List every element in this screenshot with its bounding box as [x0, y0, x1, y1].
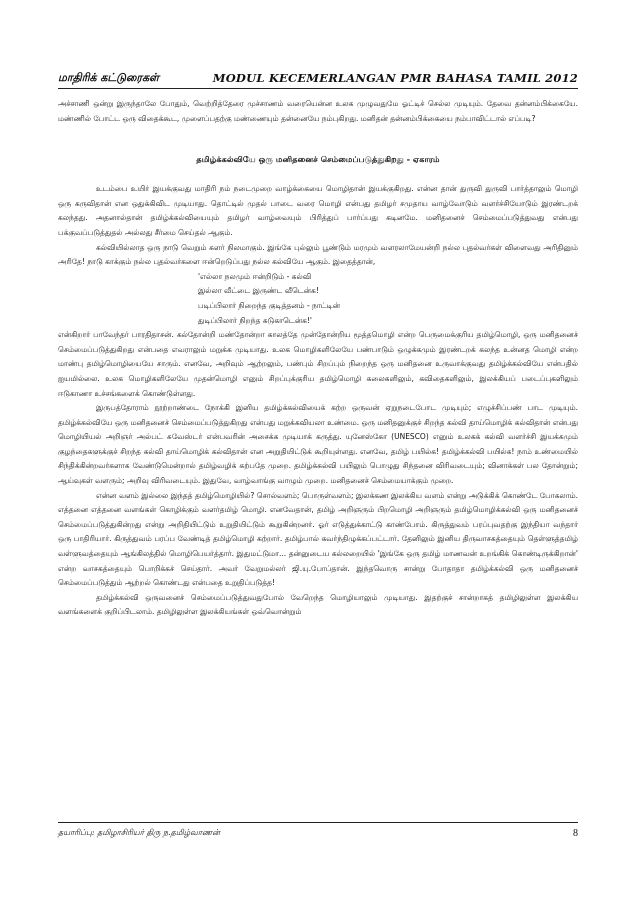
page-body [58, 97, 578, 620]
header-divider [58, 88, 578, 89]
footer-divider [58, 822, 578, 823]
page-number: 8 [573, 827, 578, 839]
body-paragraph: என்கிறார் பாவேந்தர் பாரதிதாசன். கல்தோன்றி மண்தோன்றா காலத்தே முன்தோன்றிய மூத்தமொழி என்ற பெருமைக்குரிய தமிழ்மொழி, ஒரு மனிதனைச் செம்மைப்படுத்துகிறது என்பதை எவராலும் மறுக்க முடியாது. உலக மொழிகளிலேயே பண்பாடும் ஒழுக்கமும் இரண்டறக் கலந்த உன்னத மொழி என்ற மாண்பு தமிழ்மொழியையே சாரும். எனவே, அறிவும் ஆற்றலும், பண்பும் சிறப்பும் நிறைந்த ஒரு மனிதனை உருவாக்குவது தமிழ்க்கல்வியே என்பதில் ஐயமில்லை. உலக மொழிகளிலேயே முதன்மொழி எனும் சிறப்புக்குரிய தமிழ்மொழி கலைகளிலும், கவிதைகளிலும், இலக்கியப் படைப்புகளிலும் ஈடுகாணா உச்சங்களைக் கொண்டுள்ளது. [58, 330, 578, 398]
poem-line: 'எல்லா நலமும் ஈன்றிடும் - கல்வி [198, 271, 312, 281]
page-footer [58, 825, 578, 841]
body-paragraph: என்ன வளம் இல்லை இந்தத் தமிழ்மொழியில்? சொல்வளம்; பொருள்வளம்; இலக்கண இலக்கிய வளம் என்று அடுக்கிக் கொண்டே போகலாம். எத்தனை எத்தனை வளங்கள் கொழிக்கும் வளர்தமிழ் மொழி. எனவேதான், தமிழ் அறிஞரும் பிறமொழி அறிஞரும் தமிழ்மொழிக்கல்வி ஒரு மனிதனைச் செம்மைப்படுத்துகின்றது என்று அறிதியிட்டும் உறுதியிட்டும் கூறுகின்றனர். ஓர் எடுத்துக்காட்டு காண்போம். கிருத்துவம் பரப்புவதற்கு இந்தியா வந்தார் ஒரு பாதிரியார். கிருத்துவம் பரப்ப வேண்டித் தமிழ்மொழி கற்றார். தமிழ்பால் கவர்ந்திழுக்கப்பட்டார். தேனிலும் இனிய திருவாசகத்தையும் தெள்ளுத்தமிழ் வள்ளுவத்தையும் ஆங்கிலத்தில் மொழிபெயர்த்தார். இதுமட்டுமா... தன்னுடைய கல்லறையில் 'இங்கே ஒரு தமிழ் மாணவன் உறங்கிக் கொண்டிருக்கிறான்' என்ற வாசகத்தையும் பொறிக்கச் செய்தார். அவர் வேறுமல்லர் ஜி.யு.போப்தான். இந்தவொரு சான்று போதாதா தமிழ்க்கல்வி ஒரு மனிதனைச் செம்மைப்படுத்தும் ஆற்றல் கொண்டது என்பதை உறுதிப்படுத்த! [58, 490, 578, 588]
body-paragraph: உடம்பை உயிர் இயக்குவது மாதிரி நம் நடைமுறை வாழ்க்கையை மொழிதான் இயக்குகிறது. என்ன தான் துருவி துருவி பார்த்தாலும் மொழி ஒரு கருவிதான் என ஒதுக்கிவிட முடியாது. தொட்டில் முதல் பாடை வரை மொழி என்பது தமிழர் சமுதாய வாழ்வோடும் வளர்ச்சியோடும் இரண்டறக் கலந்தது. அதனால்தான் தமிழ்க்கல்வியையும் தமிழர் வாழ்வையும் பிரித்துப் பார்ப்பது கடினமே. மனிதனைச் செம்மைப்படுத்துவது என்பது பக்குவப்படுத்துதல் அல்லது சீர்மை செய்தல் ஆகும். [58, 184, 578, 237]
body-paragraph: கல்வியில்லாத ஒரு நாடு வெறும் களர் நிலமாகும். இங்கே புல்லும் பூண்டும் மரமும் வளரலாமேயன்றி நல்ல புதல்வர்கள் விளைவது அரிதினும் அரிதே! நாடு காக்கும் நல்ல புதல்வர்களை ஈன்றெடுப்பது நல்ல கல்வியே ஆகும். இதைத்தான், [58, 242, 578, 267]
essay-title: தமிழ்க்கல்வியே ஒரு மனிதனைச் செம்மைப்படுத்துகிறது - ஏகாரம் [196, 154, 440, 165]
poem-line: இல்லா வீட்டை இருண்ட வீடென்க! [198, 286, 319, 296]
intro-paragraph: அச்சாணி ஒன்று இருந்தாலே போதும், வெற்றித்தேரை முச்சாணம் வரையென்ன உலக முழுவதுமே ஓட்டிச் செல்ல முடியும். தேவை தன்னம்பிக்கையே. மண்ணில் போட்ட ஒரு விதைக்கூட, முளைப்பதற்கு மண்ணையும் தன்னையே நம்புகிறது. மனிதன் தன்னம்பிக்கையை நம்பாவிட்டால் எப்படி? [58, 99, 578, 123]
body-paragraph: இருபத்தோராம் நூற்றாண்டை நோக்கி இனிய தமிழ்க்கல்வியைக் கற்ற ஒருவன் ஏறுநடைபோட முடியும்; எழுச்சிப்பண் பாட முடியும். தமிழ்க்கல்வியே ஒரு மனிதனைச் செம்மைப்படுத்துகிறது என்பது மறுக்கவியலா உண்மை. ஒரு மனிதனுக்குச் சிறந்த கல்வி தாய்மொழிக் கல்விதான் என்பது மொழியியல் அறிஞர் அல்பட் சுவேஸ்டர் என்பவரின் அசைக்க முடியாக் கருத்து. யுனேஸ்கோ (UNESCO) எனும் உலகக் கல்வி வளர்ச்சி இயக்கமும் குழந்தைகளுக்குச் சிறந்த கல்வி தாய்மொழிக் கல்விதான் என அறுதியிட்டுக் கூறியுள்ளது. எனவே, தமிழ் பயில்க! தமிழ்க்கல்வி பயில்க! நாம் உண்மையில் சிந்திக்கின்றவர்களாக வேண்டுமென்றால் தமிழ்வழிக் கற்பதே முறை. தமிழ்க்கல்வி பயிலும் பொழுது சிந்தனை விரிவடையும்; வினாக்கள் பல தோன்றும்; ஆய்வுகள் வளரும்; அறிவு விரிவடையும். இதுவே, வாழ்வாங்கு வாழும் முறை. மனிதனைச் செம்மையாக்கும் முறை. [58, 403, 578, 486]
quoted-poem [198, 270, 578, 328]
page-header [58, 68, 578, 88]
header-section-title: மாதிரிக் கட்டுரைகள் [58, 70, 160, 84]
header-module-title: MODUL KECEMERLANGAN PMR BAHASA TAMIL 2012 [212, 71, 578, 85]
poem-line: துடிப்பிலார் நிறந்த சுடுகாடென்க!' [198, 315, 312, 325]
footer-author: தயாரிப்பு: தமிழாசிரியர் திரு ந.தமிழ்வாணன் [58, 828, 220, 837]
poem-line: படிப்பிலார் நிறைந்த குடித்தனம் - நாட்டின் [198, 300, 340, 310]
body-paragraph: தமிழ்க்கல்வி ஒருவனைச் செம்மைப்படுத்துவதுபோல் வேறெந்த மொழியாலும் முடியாது. இதற்குச் சான்றாகத் தமிழிலுள்ள இலக்கிய வளங்களைக் குறிப்பிடலாம். தமிழிலுள்ள இலக்கியங்கள் ஒவ்வொன்றும் [58, 592, 578, 617]
